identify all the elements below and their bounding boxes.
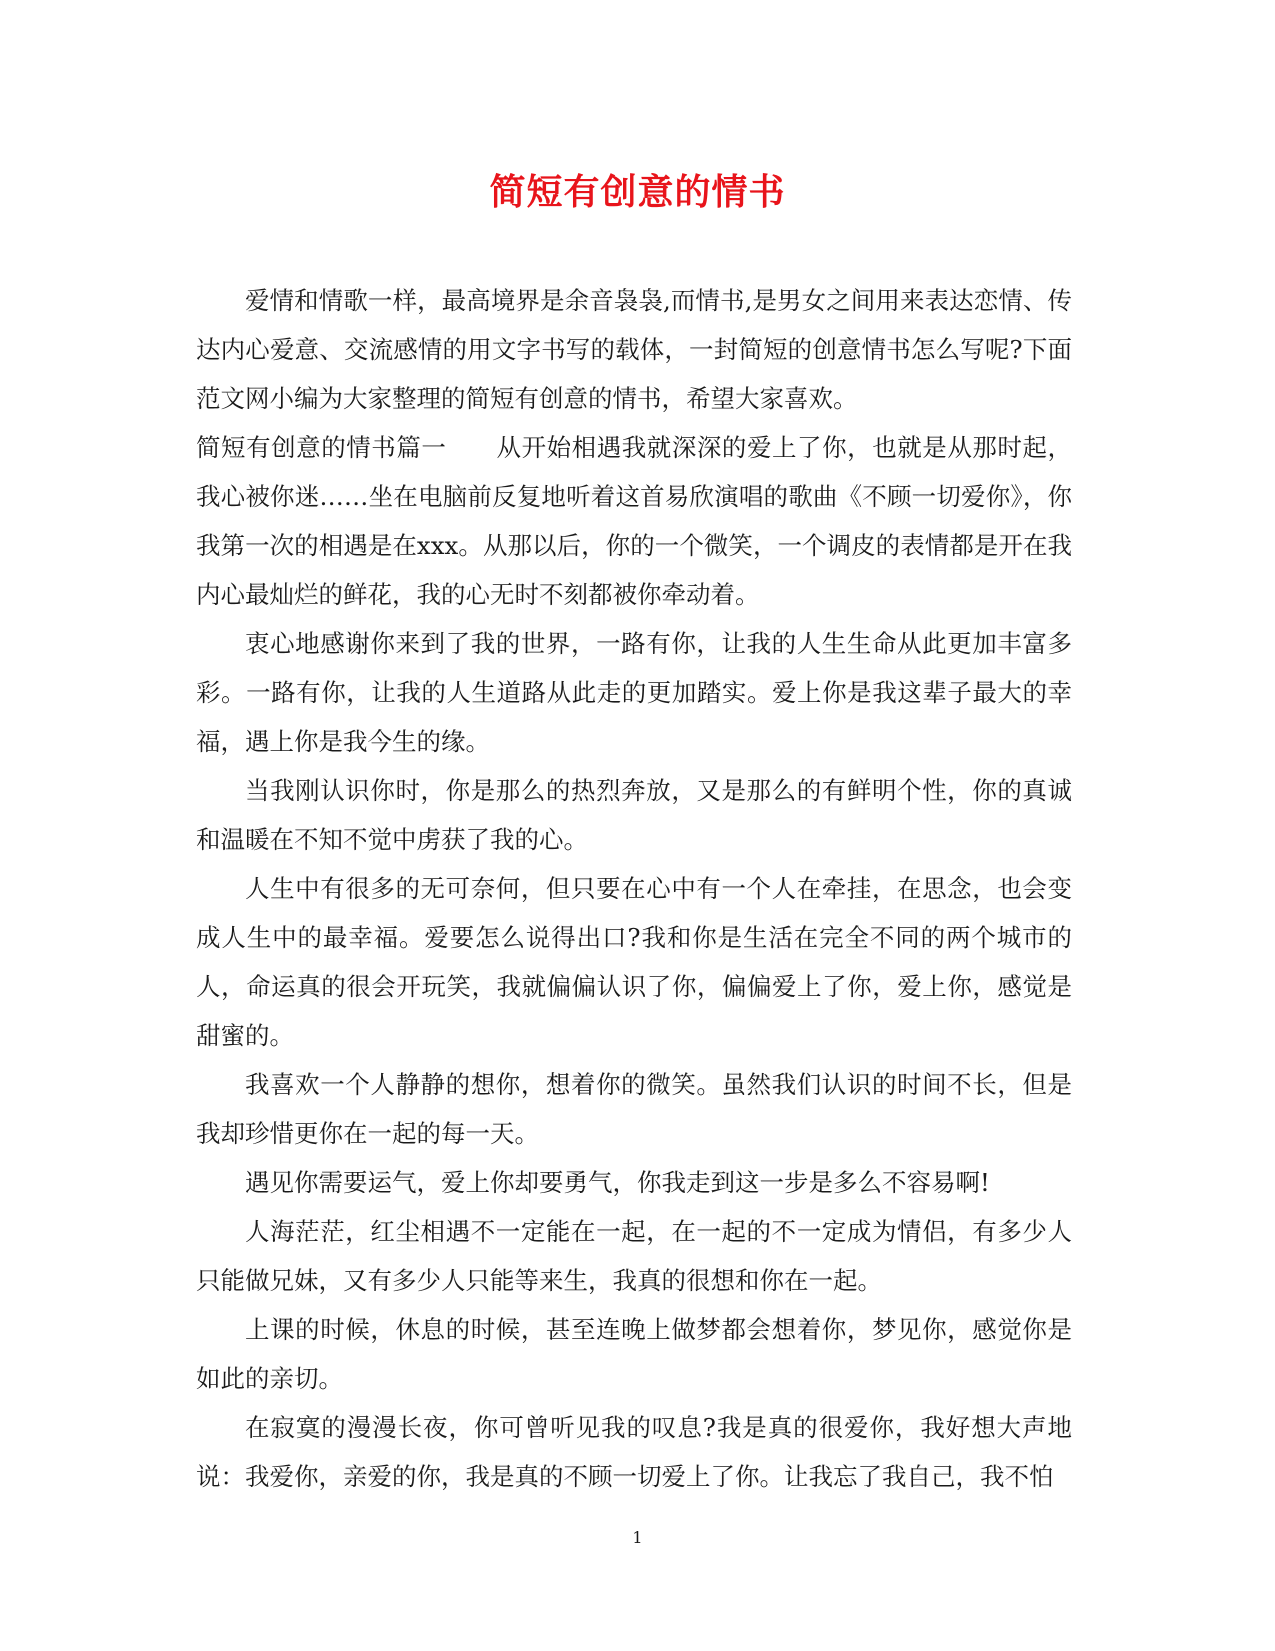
paragraph: 人海茫茫，红尘相遇不一定能在一起，在一起的不一定成为情侣，有多少人只能做兄妹，又有多少人只能等来生，我真的很想和你在一起。 — [196, 1217, 1072, 1295]
document-body — [196, 276, 1072, 1501]
paragraph: 遇见你需要运气，爱上你却要勇气，你我走到这一步是多么不容易啊! — [245, 1168, 990, 1197]
paragraph: 当我刚认识你时，你是那么的热烈奔放，又是那么的有鲜明个性，你的真诚和温暖在不知不觉中虏获了我的心。 — [196, 776, 1072, 854]
paragraph-intro: 爱情和情歌一样，最高境界是余音袅袅,而情书,是男女之间用来表达恋情、传达内心爱意、交流感情的用文字书写的载体，一封简短的创意情书怎么写呢?下面范文网小编为大家整理的简短有创意的情书，希望大家喜欢。 — [196, 286, 1072, 413]
paragraph: 我喜欢一个人静静的想你，想着你的微笑。虽然我们认识的时间不长，但是我却珍惜更你在一起的每一天。 — [196, 1070, 1072, 1148]
paragraph: 人生中有很多的无可奈何，但只要在心中有一个人在牵挂，在思念，也会变成人生中的最幸福。爱要怎么说得出口?我和你是生活在完全不同的两个城市的人，命运真的很会开玩笑，我就偏偏认识了你，偏偏爱上了你，爱上你，感觉是甜蜜的。 — [196, 874, 1072, 1050]
paragraph: 衷心地感谢你来到了我的世界，一路有你，让我的人生生命从此更加丰富多彩。一路有你，让我的人生道路从此走的更加踏实。爱上你是我这辈子最大的幸福，遇上你是我今生的缘。 — [196, 629, 1072, 756]
paragraph-letter-one-start: 简短有创意的情书篇一 从开始相遇我就深深的爱上了你，也就是从那时起，我心被你迷……坐在电脑前反复地听着这首易欣演唱的歌曲《不顾一切爱你》，你我第一次的相遇是在xxx。从那以后，你的一个微笑，一个调皮的表情都是开在我内心最灿烂的鲜花，我的心无时不刻都被你牵动着。 — [196, 433, 1072, 609]
paragraph: 上课的时候，休息的时候，甚至连晚上做梦都会想着你，梦见你，感觉你是如此的亲切。 — [196, 1315, 1072, 1393]
document-title: 简短有创意的情书 — [489, 171, 786, 213]
paragraph-continued: 在寂寞的漫漫长夜，你可曾听见我的叹息?我是真的很爱你，我好想大声地说：我爱你，亲爱的你，我是真的不顾一切爱上了你。让我忘了我自己，我不怕 — [196, 1413, 1072, 1491]
page-number: 1 — [632, 1528, 643, 1547]
